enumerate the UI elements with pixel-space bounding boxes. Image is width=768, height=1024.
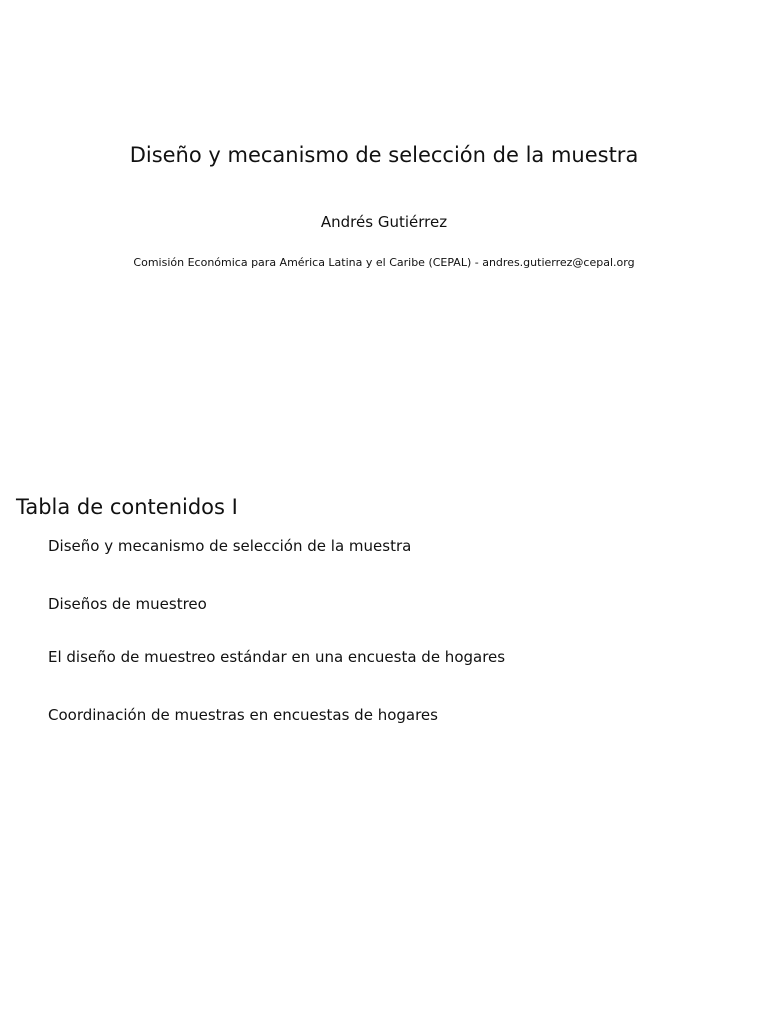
title-slide (0, 0, 768, 480)
toc-item[interactable]: Diseño y mecanismo de selección de la muestra (48, 537, 412, 555)
document-title: Diseño y mecanismo de selección de la muestra (129, 143, 639, 167)
toc-item[interactable]: El diseño de muestreo estándar en una encuesta de hogares (48, 648, 506, 666)
author-affiliation: Comisión Económica para América Latina y el Caribe (CEPAL) - andres.gutierrez@cepal.org (133, 256, 635, 269)
table-of-contents-slide (0, 480, 768, 1024)
toc-item[interactable]: Coordinación de muestras en encuestas de hogares (48, 706, 438, 724)
toc-item[interactable]: Diseños de muestreo (48, 595, 207, 613)
author-name: Andrés Gutiérrez (320, 213, 448, 231)
toc-heading: Tabla de contenidos I (16, 495, 238, 519)
